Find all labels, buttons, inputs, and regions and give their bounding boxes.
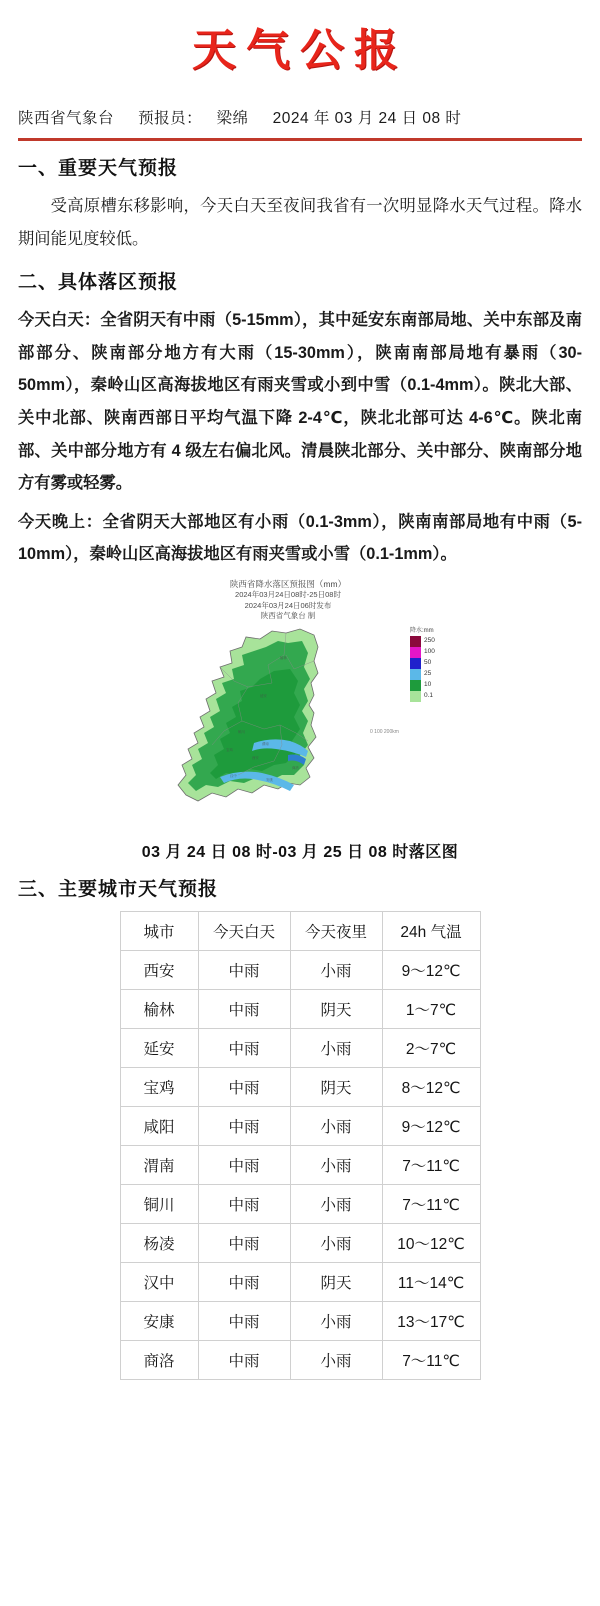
legend-label: 25 — [424, 670, 432, 678]
map-header-line2: 2024年03月24日08时-25日08时 — [235, 590, 341, 600]
map-caption: 03 月 24 日 08 时-03 月 25 日 08 时落区图 — [141, 843, 459, 861]
day-weather-cell: 中雨 — [198, 1301, 290, 1340]
night-weather-cell: 小雨 — [290, 1340, 382, 1379]
legend-label: 100 — [424, 648, 435, 656]
day-weather-cell: 中雨 — [198, 1028, 290, 1067]
night-weather-cell: 阴天 — [290, 989, 382, 1028]
section-heading-city-forecast: 三、主要城市天气预报 — [18, 878, 219, 900]
table-row — [120, 989, 480, 1028]
temperature-cell: 11～14℃ — [382, 1262, 480, 1301]
temperature-cell: 10～12℃ — [382, 1223, 480, 1262]
city-forecast-table — [120, 911, 481, 1380]
byline — [18, 84, 582, 134]
table-row — [120, 1106, 480, 1145]
byline-office: 陕西省气象台 — [18, 110, 115, 127]
map-header-line1: 陕西省降水落区预报图（mm） — [229, 578, 347, 589]
legend-label: 0.1 — [424, 692, 434, 700]
city-cell: 咸阳 — [120, 1106, 198, 1145]
day-weather-cell: 中雨 — [198, 1145, 290, 1184]
svg-text:铜川: 铜川 — [238, 729, 245, 734]
day-weather-cell: 中雨 — [198, 1106, 290, 1145]
column-header-temp: 24h 气温 — [382, 911, 480, 950]
table-row — [120, 1262, 480, 1301]
night-weather-cell: 小雨 — [290, 1106, 382, 1145]
byline-forecaster: 梁绵 — [216, 110, 249, 127]
table-row — [120, 1067, 480, 1106]
map-header-line3: 2024年03月24日06时发布 — [244, 600, 332, 610]
city-cell: 商洛 — [120, 1340, 198, 1379]
svg-text:安康: 安康 — [266, 777, 273, 782]
day-weather-cell: 中雨 — [198, 989, 290, 1028]
table-row — [120, 950, 480, 989]
legend-swatch-icon — [410, 636, 421, 647]
svg-text:商洛: 商洛 — [292, 765, 299, 770]
column-header-city: 城市 — [120, 911, 198, 950]
night-weather-cell: 阴天 — [290, 1067, 382, 1106]
table-row — [120, 1028, 480, 1067]
city-cell: 宝鸡 — [120, 1067, 198, 1106]
byline-datetime: 2024 年 03 月 24 日 08 时 — [272, 110, 462, 127]
legend-item — [410, 669, 432, 680]
table-row — [120, 1223, 480, 1262]
day-weather-cell: 中雨 — [198, 1067, 290, 1106]
legend-scale — [410, 636, 435, 702]
legend-swatch-icon — [410, 691, 421, 702]
byline-forecaster-label: 预报员： — [138, 110, 203, 127]
map-legend — [410, 625, 470, 702]
night-weather-cell: 小雨 — [290, 1223, 382, 1262]
daytime-forecast-paragraph: 今天白天：全省阴天有中雨（5-15mm），其中延安东南部局地、关中东部及南部部分、陕南部分地方有大雨（15-30mm），陕南南部局地有暴雨（30-50mm），秦岭山区高海拔地区有雨夹雪或小到中雪（0.1-4mm）。陕北大部、关中北部、陕南西部日平均气温下降 2-4℃，陕北北部可达 4-6℃。陕北南部、关中部分地方有 4 级左右偏北风。清晨陕北部分、关中部分、陕南部分地方有雾或轻雾。 — [18, 311, 582, 493]
map-scalebar: 0 100 200km — [370, 728, 399, 735]
legend-item — [410, 680, 432, 691]
page-title: 天气公报 — [192, 25, 408, 76]
svg-text:汉中: 汉中 — [230, 773, 237, 778]
legend-title: 降水:mm — [410, 627, 434, 634]
temperature-cell: 1～7℃ — [382, 989, 480, 1028]
important-forecast-paragraph: 受高原槽东移影响，今天白天至夜间我省有一次明显降水天气过程。降水期间能见度较低。 — [18, 197, 582, 248]
city-cell: 安康 — [120, 1301, 198, 1340]
temperature-cell: 7～11℃ — [382, 1340, 480, 1379]
svg-text:西安: 西安 — [252, 755, 259, 760]
svg-text:延安: 延安 — [260, 693, 267, 698]
day-weather-cell: 中雨 — [198, 1223, 290, 1262]
legend-item — [410, 658, 432, 669]
table-body — [120, 950, 480, 1379]
legend-swatch-icon — [410, 658, 421, 669]
table-header-row — [120, 911, 480, 950]
header-divider — [18, 138, 582, 141]
temperature-cell: 7～11℃ — [382, 1184, 480, 1223]
night-weather-cell: 小雨 — [290, 1028, 382, 1067]
legend-swatch-icon — [410, 680, 421, 691]
svg-text:宝鸡: 宝鸡 — [226, 747, 233, 752]
legend-swatch-icon — [410, 669, 421, 680]
city-cell: 渭南 — [120, 1145, 198, 1184]
city-cell: 延安 — [120, 1028, 198, 1067]
map-header-text — [183, 579, 393, 621]
city-cell: 汉中 — [120, 1262, 198, 1301]
temperature-cell: 8～12℃ — [382, 1067, 480, 1106]
city-cell: 铜川 — [120, 1184, 198, 1223]
column-header-day: 今天白天 — [198, 911, 290, 950]
legend-label: 50 — [424, 659, 432, 667]
temperature-cell: 9～12℃ — [382, 950, 480, 989]
city-cell: 西安 — [120, 950, 198, 989]
legend-item — [410, 691, 434, 702]
temperature-cell: 9～12℃ — [382, 1106, 480, 1145]
night-weather-cell: 小雨 — [290, 950, 382, 989]
temperature-cell: 2～7℃ — [382, 1028, 480, 1067]
section-heading-important-forecast: 一、重要天气预报 — [18, 158, 179, 179]
precipitation-map — [18, 577, 582, 837]
svg-text:渭南: 渭南 — [262, 741, 269, 746]
table-row — [120, 1184, 480, 1223]
night-weather-cell: 阴天 — [290, 1262, 382, 1301]
day-weather-cell: 中雨 — [198, 950, 290, 989]
night-weather-cell: 小雨 — [290, 1145, 382, 1184]
day-weather-cell: 中雨 — [198, 1262, 290, 1301]
map-header-line4: 陕西省气象台 制 — [260, 610, 316, 620]
day-weather-cell: 中雨 — [198, 1340, 290, 1379]
legend-item — [410, 636, 435, 647]
temperature-cell: 7～11℃ — [382, 1145, 480, 1184]
shaanxi-province-map-graphic — [168, 625, 388, 830]
svg-text:榆林: 榆林 — [280, 655, 287, 660]
night-weather-cell: 小雨 — [290, 1184, 382, 1223]
temperature-cell: 13～17℃ — [382, 1301, 480, 1340]
legend-item — [410, 647, 435, 658]
legend-swatch-icon — [410, 647, 421, 658]
night-forecast-paragraph: 今天晚上：全省阴天大部地区有小雨（0.1-3mm），陕南南部局地有中雨（5-10mm），秦岭山区高海拔地区有雨夹雪或小雪（0.1-1mm）。 — [18, 512, 582, 564]
table-row — [120, 1145, 480, 1184]
table-row — [120, 1301, 480, 1340]
legend-label: 10 — [424, 681, 432, 689]
city-cell: 榆林 — [120, 989, 198, 1028]
section-heading-area-forecast: 二、具体落区预报 — [18, 272, 179, 294]
day-weather-cell: 中雨 — [198, 1184, 290, 1223]
table-row — [120, 1340, 480, 1379]
city-cell: 杨凌 — [120, 1223, 198, 1262]
column-header-night: 今天夜里 — [290, 911, 382, 950]
night-weather-cell: 小雨 — [290, 1301, 382, 1340]
legend-label: 250 — [424, 637, 435, 645]
